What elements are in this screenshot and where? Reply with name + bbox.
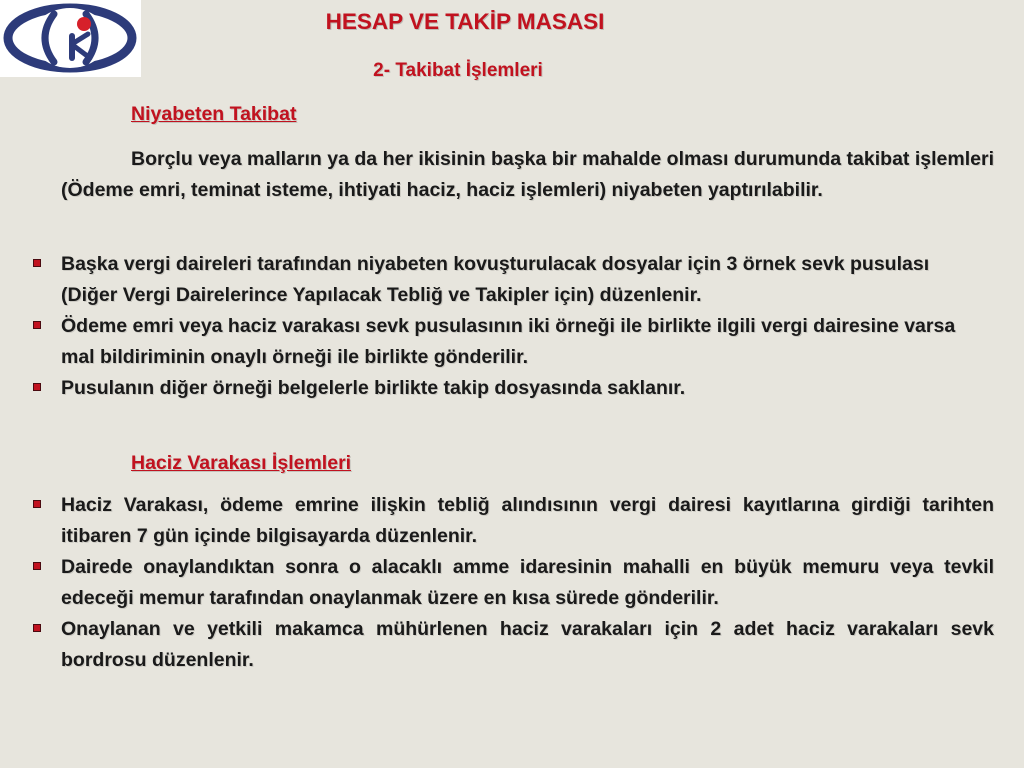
list-item-text: Başka vergi daireleri tarafından niyabeten kovuşturulacak dosyalar için 3 örnek sevk pusulası (Diğer Vergi Dairelerince Yapılacak Tebliğ ve Takipler için) düzenlenir. xyxy=(61,253,930,306)
square-bullet-icon xyxy=(33,624,41,632)
section-heading-haciz: Haciz Varakası İşlemleri xyxy=(131,452,352,474)
list-item xyxy=(0,490,994,552)
list-item-text: Pusulanın diğer örneği belgelerle birlikte takip dosyasında saklanır. xyxy=(61,377,686,399)
list-item-text: Dairede onaylandıktan sonra o alacaklı amme idaresinin mahalli en büyük memuru veya tevkil edeceği memur tarafından onaylanmak üzere en kısa sürede gönderilir. xyxy=(61,556,994,609)
square-bullet-icon xyxy=(33,500,41,508)
list-item xyxy=(0,373,976,404)
institution-logo-icon xyxy=(0,0,141,77)
intro-paragraph: Borçlu veya malların ya da her ikisinin başka bir mahalde olması durumunda takibat işlemleri (Ödeme emri, teminat isteme, ihtiyati haciz, haciz işlemleri) niyabeten yaptırılabilir. xyxy=(61,148,994,201)
list-item-text: Ödeme emri veya haciz varakası sevk pusulasının iki örneği ile birlikte ilgili vergi dairesine varsa mal bildiriminin onaylı örneği ile birlikte gönderilir. xyxy=(61,315,956,368)
list-item-text: Onaylanan ve yetkili makamca mühürlenen haciz varakaları için 2 adet haciz varakaları sevk bordrosu düzenlenir. xyxy=(61,618,994,671)
square-bullet-icon xyxy=(33,321,41,329)
square-bullet-icon xyxy=(33,562,41,570)
page-title: HESAP VE TAKİP MASASI xyxy=(325,9,605,34)
bullet-list-niyabeten xyxy=(0,249,1024,404)
list-item xyxy=(0,614,994,676)
square-bullet-icon xyxy=(33,259,41,267)
list-item xyxy=(0,249,976,311)
page-subtitle: 2- Takibat İşlemleri xyxy=(373,60,543,81)
logo xyxy=(0,0,141,77)
bullet-list-haciz xyxy=(0,490,1024,676)
square-bullet-icon xyxy=(33,383,41,391)
section-heading-niyabeten: Niyabeten Takibat xyxy=(131,103,297,125)
list-item xyxy=(0,552,994,614)
list-item-text: Haciz Varakası, ödeme emrine ilişkin tebliğ alındısının vergi dairesi kayıtlarına girdiği tarihten itibaren 7 gün içinde bilgisayarda düzenlenir. xyxy=(61,494,994,547)
list-item xyxy=(0,311,976,373)
